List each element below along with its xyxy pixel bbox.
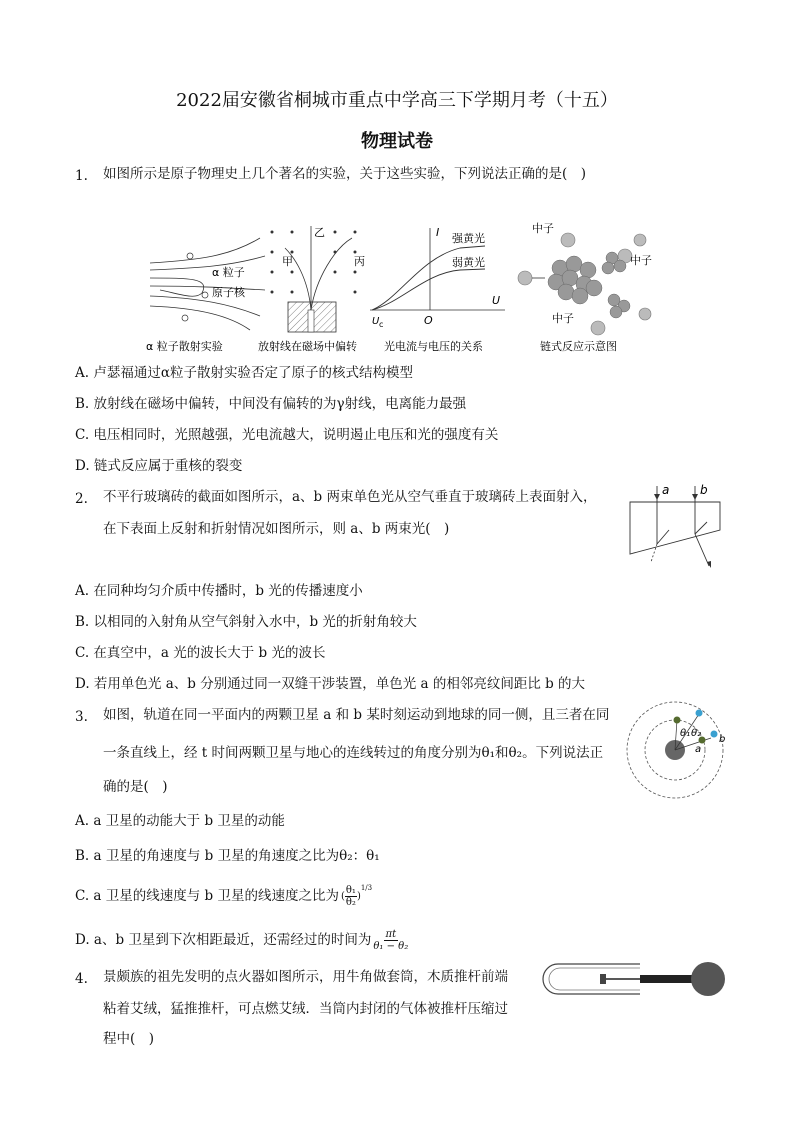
q1-figure <box>140 218 660 358</box>
question-stem-line1: 如图，轨道在同一平面内的两颗卫星 a 和 b 某时刻运动到地球的同一侧，且三者在同 <box>103 707 610 723</box>
question-stem-line1: 景颇族的祖先发明的点火器如图所示，用牛角做套筒，木质推杆前端 <box>103 969 508 985</box>
theta2-label: θ₂ <box>691 728 702 739</box>
q2-option-b: B. 以相同的入射角从空气斜射入水中，b 光的折射角较大 <box>75 614 417 630</box>
q3-option-c-formula: ( $\frac{\text{θ₁}}{\text{θ₂}}$ ) $^{1/3}$ <box>341 882 372 911</box>
jia-label: 甲 <box>282 255 293 268</box>
q1-option-c: C. 电压相同时，光照越强，光电流越大，说明遏止电压和光的强度有关 <box>75 427 499 443</box>
question-number: 1. <box>75 168 88 184</box>
radiation-magnetic-diagram <box>258 226 365 353</box>
question-stem-line3: 程中( ) <box>103 1031 155 1047</box>
q2-figure <box>625 482 725 572</box>
q3-option-d <box>75 926 408 955</box>
q3-option-b: B. a 卫星的角速度与 b 卫星的角速度之比为θ₂：θ₁ <box>75 848 380 864</box>
q1-option-a: A. 卢瑟福通过α粒子散射实验否定了原子的核式结构模型 <box>75 365 413 381</box>
Uc-sub-label: c <box>379 320 384 329</box>
q3-figure <box>625 696 735 806</box>
U-axis-label: U <box>492 294 501 307</box>
page-subtitle: 物理试卷 <box>361 131 433 152</box>
question-number: 4. <box>75 971 88 987</box>
theta1-label: θ₁ <box>680 728 691 739</box>
q3-option-a: A. a 卫星的动能大于 b 卫星的动能 <box>75 813 285 829</box>
q2-option-c: C. 在真空中，a 光的波长大于 b 光的波长 <box>75 645 326 661</box>
q2-option-a: A. 在同种均匀介质中传播时，b 光的传播速度小 <box>75 583 363 599</box>
neutron-label-2: 中子 <box>630 254 652 267</box>
question-stem: 如图所示是原子物理史上几个著名的实验，关于这些实验，下列说法正确的是( ) <box>103 166 587 182</box>
caption-1: α 粒子散射实验 <box>146 340 223 353</box>
caption-3: 光电流与电压的关系 <box>384 340 483 353</box>
satellite-a-label: a <box>695 744 702 755</box>
yi-label: 乙 <box>314 226 325 239</box>
bing-label: 丙 <box>354 255 365 268</box>
question-stem-line2: 粘着艾绒，猛推推杆，可点燃艾绒．当筒内封闭的气体被推杆压缩过 <box>103 1001 508 1017</box>
alpha-label: α 粒子 <box>212 266 245 279</box>
question-stem-line2: 一条直线上，经 t 时间两颗卫星与地心的连线转过的角度分别为θ₁和θ₂。下列说法正 <box>103 745 604 761</box>
q3-option-c <box>75 882 372 911</box>
q3-option-d-text: D. a、b 卫星到下次相距最近，还需经过的时间为 <box>75 932 372 948</box>
origin-label: O <box>424 314 433 327</box>
q3-option-d-formula <box>373 929 408 952</box>
frac-den: θ₁ − θ₂ <box>373 941 409 952</box>
page-title: 2022届安徽省桐城市重点中学高三下学期月考（十五） <box>176 90 618 111</box>
neutron-label-1: 中子 <box>532 222 554 235</box>
exponent: 1/3 <box>360 884 373 892</box>
I-axis-label: I <box>436 226 440 239</box>
question-number: 2. <box>75 491 88 507</box>
ray-b-label: b <box>700 483 708 497</box>
satellite-b-label: b <box>719 734 726 745</box>
frac-den: θ₂ <box>345 897 356 908</box>
question-number: 3. <box>75 709 88 725</box>
q1-option-d: D. 链式反应属于重核的裂变 <box>75 458 243 474</box>
question-stem-line2: 在下表面上反射和折射情况如图所示，则 a、b 两束光( ) <box>103 521 450 537</box>
alpha-scattering-diagram <box>146 238 265 353</box>
q3-option-c-text: C. a 卫星的线速度与 b 卫星的线速度之比为 <box>75 888 339 904</box>
frac-num: θ₁ <box>345 885 356 896</box>
chain-reaction-diagram <box>518 221 652 353</box>
nucleus-label: 原子核 <box>212 286 245 299</box>
q4-figure <box>540 958 730 1003</box>
Uc-label: U <box>372 316 380 327</box>
photocurrent-voltage-graph <box>370 226 505 353</box>
weak-light-label: 弱黄光 <box>452 256 485 269</box>
frac-num: πt <box>385 929 397 940</box>
caption-4: 链式反应示意图 <box>540 340 617 353</box>
strong-light-label: 强黄光 <box>452 232 485 245</box>
caption-2: 放射线在磁场中偏转 <box>258 340 357 353</box>
question-stem-line3: 确的是( ) <box>103 779 168 795</box>
neutron-label-3: 中子 <box>552 312 574 325</box>
ray-a-label: a <box>662 483 670 497</box>
q2-option-d: D. 若用单色光 a、b 分别通过同一双缝干涉装置，单色光 a 的相邻亮纹间距比 b 的大 <box>75 676 586 692</box>
question-stem-line1: 不平行玻璃砖的截面如图所示，a、b 两束单色光从空气垂直于玻璃砖上表面射入， <box>103 489 597 505</box>
q1-option-b: B. 放射线在磁场中偏转，中间没有偏转的为γ射线，电离能力最强 <box>75 396 467 412</box>
